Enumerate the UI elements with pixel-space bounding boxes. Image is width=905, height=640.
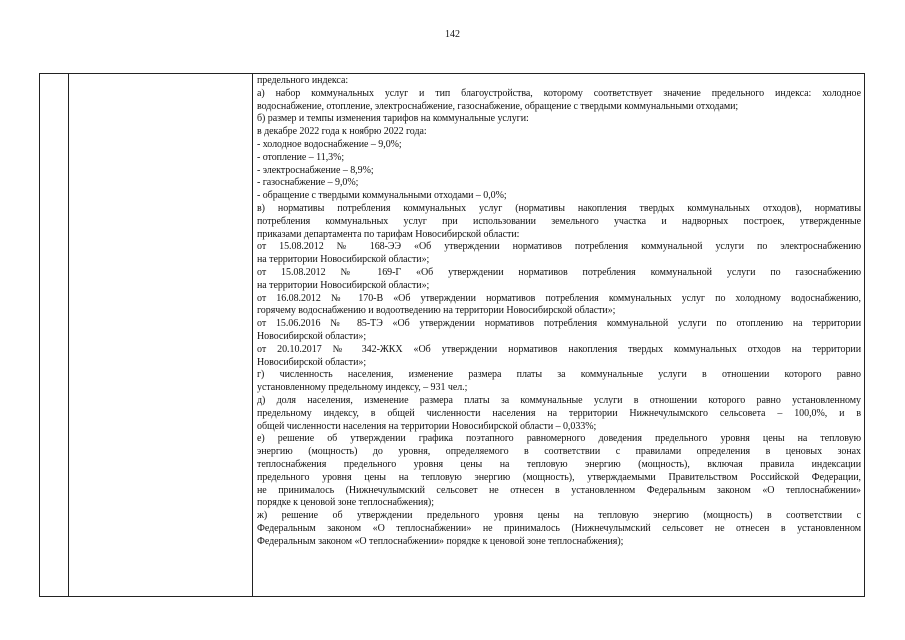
content-line: д) доля населения, изменение размера платы за коммунальные услуги в отношении которого равно установленному bbox=[257, 394, 861, 406]
content-line: предельного индекса: bbox=[257, 75, 349, 86]
content-line: горячему водоснабжению и водоотведению на территории Новосибирской области»; bbox=[257, 305, 616, 317]
table-row bbox=[40, 74, 865, 597]
content-line: не принималось (Нижнечулымский сельсовет не отнесен в установленном Федеральным законом «О теплоснабжении» bbox=[257, 484, 861, 496]
content-line: от 15.08.2012 № 169-Г «Об утверждении нормативов потребления коммунальной услуги по газоснабжению bbox=[257, 266, 861, 278]
content-line: в) нормативы потребления коммунальных услуг (нормативы накопления твердых коммунальных отходов), нормативы bbox=[257, 202, 861, 214]
content-line: от 15.06.2016 № 85-ТЭ «Об утверждении нормативов потребления коммунальной услуги по отоплению на территории bbox=[257, 318, 861, 330]
content-text-block bbox=[253, 74, 864, 548]
content-line: на территории Новосибирской области»; bbox=[257, 254, 430, 266]
content-line: - электроснабжение – 8,9%; bbox=[257, 164, 374, 176]
content-line: Федеральным законом «О теплоснабжении» не принималось (Нижнечулымский сельсовет не отнесен в установленном bbox=[257, 522, 861, 534]
document-table bbox=[39, 73, 865, 597]
content-line: на территории Новосибирской области»; bbox=[257, 279, 430, 291]
content-line: от 16.08.2012 № 170-В «Об утверждении нормативов потребления коммунальных услуг по холодному водоснабжению, bbox=[257, 292, 861, 304]
content-line: от 20.10.2017 № 342-ЖКХ «Об утверждении нормативов накопления твердых коммунальных отходов на территории bbox=[257, 343, 861, 355]
content-line: е) решение об утверждении графика поэтапного равномерного доведения предельного уровня цены на тепловую bbox=[257, 433, 861, 445]
content-line: Новосибирской области»; bbox=[257, 356, 367, 368]
content-line: потребления коммунальных услуг при использовании земельного участка и надворных построек, утвержденные bbox=[257, 215, 861, 227]
content-line: предельному индексу, в общей численности населения на территории Нижнечулымского сельсовета – 100,0%, и в bbox=[257, 407, 861, 419]
content-line: - обращение с твердыми коммунальными отходами – 0,0%; bbox=[257, 190, 507, 202]
content-line: порядке к ценовой зоне теплоснабжения); bbox=[257, 497, 434, 509]
content-line: энергию (мощность) до уровня, определяемого в соответствии с правилами определения в ценовых зонах bbox=[257, 446, 861, 458]
content-line: от 15.08.2012 № 168-ЭЭ «Об утверждении нормативов потребления коммунальной услуги по электроснабжению bbox=[257, 241, 861, 253]
content-line: - газоснабжение – 9,0%; bbox=[257, 177, 359, 189]
content-line: Федеральным законом «О теплоснабжении» порядке к ценовой зоне теплоснабжения); bbox=[257, 535, 624, 547]
content-line: - отопление – 11,3%; bbox=[257, 151, 345, 163]
content-line: общей численности населения на территории Новосибирской области – 0,033%; bbox=[257, 420, 597, 432]
content-line: предельного уровня цены на тепловую энергию (мощность), утверждаемыми Правительством Российской Федерации, bbox=[257, 471, 861, 483]
page-number: 142 bbox=[445, 29, 460, 40]
table-cell-name bbox=[69, 74, 253, 597]
content-line: приказами департамента по тарифам Новосибирской области: bbox=[257, 228, 520, 240]
content-line: б) размер и темпы изменения тарифов на коммунальные услуги: bbox=[257, 113, 529, 125]
content-line: установленному предельному индексу, – 931 чел.; bbox=[257, 382, 468, 394]
content-line: - холодное водоснабжение – 9,0%; bbox=[257, 138, 402, 150]
content-line: Новосибирской области»; bbox=[257, 330, 367, 342]
table-cell-number bbox=[40, 74, 69, 597]
table-cell-content bbox=[253, 74, 865, 597]
content-line: а) набор коммунальных услуг и тип благоустройства, которому соответствует значение предельного индекса: холодное bbox=[257, 87, 861, 99]
content-line: г) численность населения, изменение размера платы за коммунальные услуги в отношении которого равно bbox=[257, 369, 861, 381]
content-line: в декабре 2022 года к ноябрю 2022 года: bbox=[257, 126, 427, 138]
content-line: водоснабжение, отопление, электроснабжение, газоснабжение, обращение с твердыми коммунальными отходами; bbox=[257, 100, 739, 112]
content-line: ж) решение об утверждении предельного уровня цены на тепловую энергию (мощность) в соответствии с bbox=[257, 510, 861, 522]
content-line: теплоснабжения предельного уровня цены на тепловую энергию (мощность), включая правила индексации bbox=[257, 458, 861, 470]
